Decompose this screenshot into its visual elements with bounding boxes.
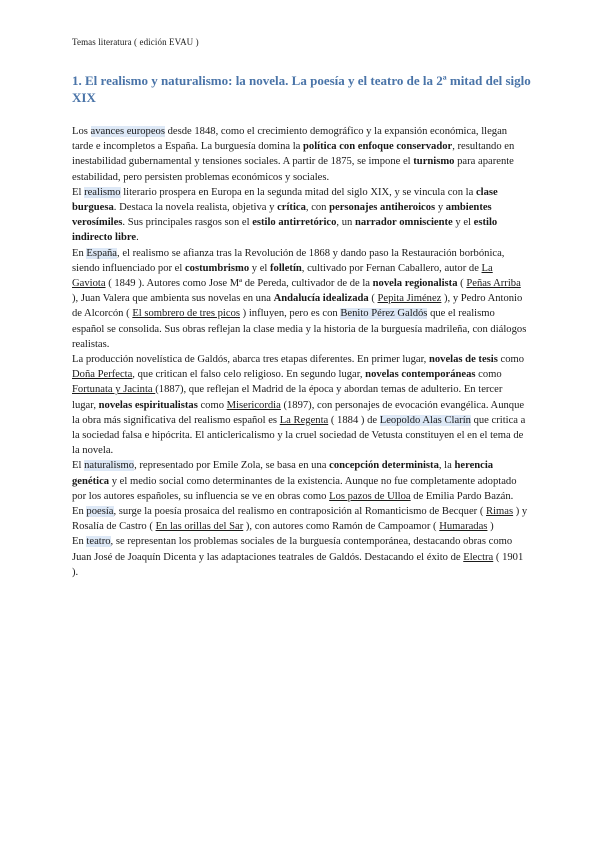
highlight: teatro xyxy=(86,536,111,548)
work-title: Los pazos de Ulloa xyxy=(329,490,411,502)
highlight: naturalismo xyxy=(84,460,135,472)
running-header: Temas literatura ( edición EVAU ) xyxy=(72,37,199,47)
work-title: Rimas xyxy=(486,506,514,518)
bold-term: ambientes verosímiles xyxy=(72,202,492,229)
bold-term: estilo antirretórico xyxy=(252,217,337,229)
work-title: Fortunata y Jacinta xyxy=(72,384,156,396)
section-title: 1. El realismo y naturalismo: la novela. La poesía y el teatro de la 2ª mitad del siglo XIX xyxy=(72,73,531,105)
bold-term: costumbrismo xyxy=(184,262,250,274)
paragraph-espana: En España, el realismo se afianza tras la Revolución de 1868 y dando paso la Restauración borbónica, siendo influenciado por el costumbrismo y el folletín, cultivado por Fernan Caballero, autor de La Gaviota ( 1849 ). Autores como Jose Mª de Pereda, cultivador de de la novela regionalista ( Peñas Arriba ), Juan Valera que ambienta sus novelas en una Andalucía idealizada ( Pepita Jiménez ), y Pedro Antonio de Alcorcón ( El sombrero de tres picos ) influyen, pero es con Benito Pérez Galdós que el realismo español se consolida. Sus obras reflejan la clase media y la historia de la burguesía madrileña, con diálogos realistas. xyxy=(72,247,527,350)
bold-term: novela regionalista xyxy=(372,278,458,290)
bold-term: política con enfoque conservador xyxy=(303,141,453,153)
paragraph-naturalismo: El naturalismo, representado por Emile Zola, se basa en una concepción determinista, la herencia genética y el medio social como determinantes de la existencia. Aunque no fue completamente adoptado por los autores españoles, su influencia se ve en obras como Los pazos de Ulloa de Emilia Pardo Bazán. xyxy=(72,460,517,502)
highlight: poesía xyxy=(86,506,114,518)
paragraph-realismo: El realismo literario prospera en Europa en la segunda mitad del siglo XIX, y se vincula con la clase burguesa. Destaca la novela realista, objetiva y crítica, con personajes antiheroicos y ambientes verosímiles. Sus principales rasgos son el estilo antirretórico, un narrador omnisciente y el estilo indirecto libre. xyxy=(72,186,498,244)
work-title: Misericordia xyxy=(226,399,281,411)
highlight: avances europeos xyxy=(90,126,165,137)
bold-term: herencia genética xyxy=(72,460,494,487)
document-body xyxy=(72,124,528,580)
work-title: El sombrero de tres picos xyxy=(132,308,240,320)
work-title: Electra xyxy=(463,551,494,563)
highlight: Benito Pérez Galdós xyxy=(340,308,428,320)
bold-term: crítica xyxy=(277,202,306,214)
bold-term: clase burguesa xyxy=(72,186,498,214)
work-title: La Regenta xyxy=(279,414,329,426)
bold-term: turnismo xyxy=(413,156,455,168)
bold-term: personajes antiheroicos xyxy=(329,202,436,214)
highlight: Leopoldo Alas Clarín xyxy=(379,414,471,426)
highlight: realismo xyxy=(84,186,121,198)
bold-term: novelas de tesis xyxy=(428,354,498,366)
bold-term: folletín xyxy=(270,262,302,274)
work-title: En las orillas del Sar xyxy=(155,521,244,533)
paragraph-teatro: En teatro, se representan los problemas sociales de la burguesía contemporánea, destacando obras como Juan José de Joaquín Dicenta y las adaptaciones teatrales de Galdós. Destacando el éxito de Electra ( 1901 ). xyxy=(72,536,524,578)
work-title: Pepita Jiménez xyxy=(377,293,442,305)
bold-term: Andalucía idealizada xyxy=(273,293,369,305)
bold-term: novelas contemporáneas xyxy=(365,369,476,381)
work-title: La Gaviota xyxy=(72,262,493,290)
bold-term: concepción determinista xyxy=(329,460,439,472)
work-title: Humaradas xyxy=(439,521,488,533)
bold-term: novelas espiritualistas xyxy=(98,399,198,411)
bold-term: estilo indirecto libre xyxy=(72,217,498,244)
highlight: España xyxy=(86,247,118,259)
bold-term: narrador omnisciente xyxy=(354,217,453,229)
paragraph-context: Los avances europeos desde 1848, como el crecimiento demográfico y la expansión económica, llegan tarde e incompletos a España. La burguesía domina la política con enfoque conservador, resultando en inestabilidad gubernamental y tensiones sociales. A partir de 1875, se impone el turnismo para aparente estabilidad, pero persisten problemas económicos y sociales. xyxy=(72,126,515,183)
paragraph-poesia: En poesía, surge la poesía prosaica del realismo en contraposición al Romanticismo de Becquer ( Rimas ) y Rosalía de Castro ( En las orillas del Sar ), con autores como Ramón de Campoamor ( Humaradas ) xyxy=(72,506,528,533)
paragraph-galdos: La producción novelística de Galdós, abarca tres etapas diferentes. En primer lugar, novelas de tesis como Doña Perfecta, que critican el falso celo religioso. En segundo lugar, novelas contemporáneas como Fortunata y Jacinta (1887), que reflejan el Madrid de la época y abordan temas de adulterio. En tercer lugar, novelas espiritualistas como Misericordia (1897), con personajes de evocación evangélica. Aunque la obra más significativa del realismo español es La Regenta ( 1884 ) de Leopoldo Alas Clarín que critica a la sociedad falsa e hipócrita. El anticlericalismo y la cruel sociedad de Vetusta constituyen el en el tema de la novela. xyxy=(72,354,526,457)
work-title: Doña Perfecta xyxy=(72,369,133,381)
work-title: Peñas Arriba xyxy=(466,278,521,290)
